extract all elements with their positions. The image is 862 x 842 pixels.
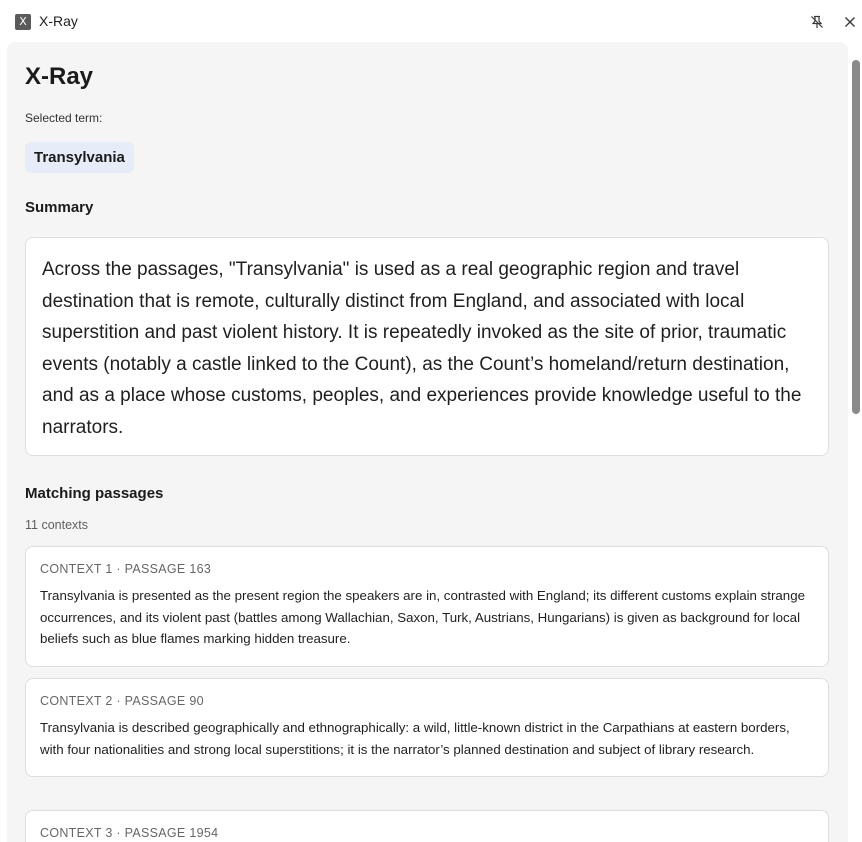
- unpin-icon: [810, 15, 824, 29]
- context-header: CONTEXT 2 · PASSAGE 90: [40, 694, 204, 708]
- matching-passages-heading: Matching passages: [25, 485, 164, 502]
- xray-panel: [7, 42, 848, 842]
- context-text: Transylvania is described geographically and ethnographically: a wild, little-known district in the Carpathians at eastern borders, with four nationalities and strong local superstitions; it is the narrator’s planned destination and subject of library research.: [40, 720, 790, 757]
- context-header: CONTEXT 1 · PASSAGE 163: [40, 562, 212, 576]
- summary-text: Across the passages, "Transylvania" is used as a real geographic region and travel destination that is remote, culturally distinct from England, and associated with local superstition and past violent history. It is repeatedly invoked as the site of prior, traumatic events (notably a castle linked to the Count), as the Count’s homeland/return destination, and as a place whose customs, peoples, and experiences provide knowledge useful to the narrators.: [25, 237, 829, 456]
- context-card: [25, 678, 829, 777]
- close-icon: [844, 16, 856, 28]
- window-title: X-Ray: [39, 13, 78, 29]
- selected-term-label: Selected term:: [25, 111, 103, 125]
- contexts-count: 11 contexts: [25, 518, 89, 532]
- page-title: X-Ray: [25, 63, 94, 90]
- summary-heading: Summary: [25, 199, 94, 216]
- context-text: Transylvania is presented as the present region the speakers are in, contrasted with England; its different customs explain strange occurrences, and its violent past (battles among Wallachian, Saxon, Turk, Austrians, Hungarians) is given as background for local beliefs such as blue flames marking hidden treasure.: [40, 588, 805, 646]
- close-button[interactable]: [840, 12, 860, 32]
- app-icon: X: [15, 14, 31, 30]
- scrollbar-thumb[interactable]: [852, 60, 860, 414]
- title-bar: [0, 0, 862, 44]
- context-card: [25, 546, 829, 667]
- context-header: CONTEXT 3 · PASSAGE 1954: [40, 826, 219, 840]
- unpin-button[interactable]: [807, 12, 827, 32]
- selected-term-chip: Transylvania: [25, 142, 134, 173]
- context-card: [25, 810, 829, 842]
